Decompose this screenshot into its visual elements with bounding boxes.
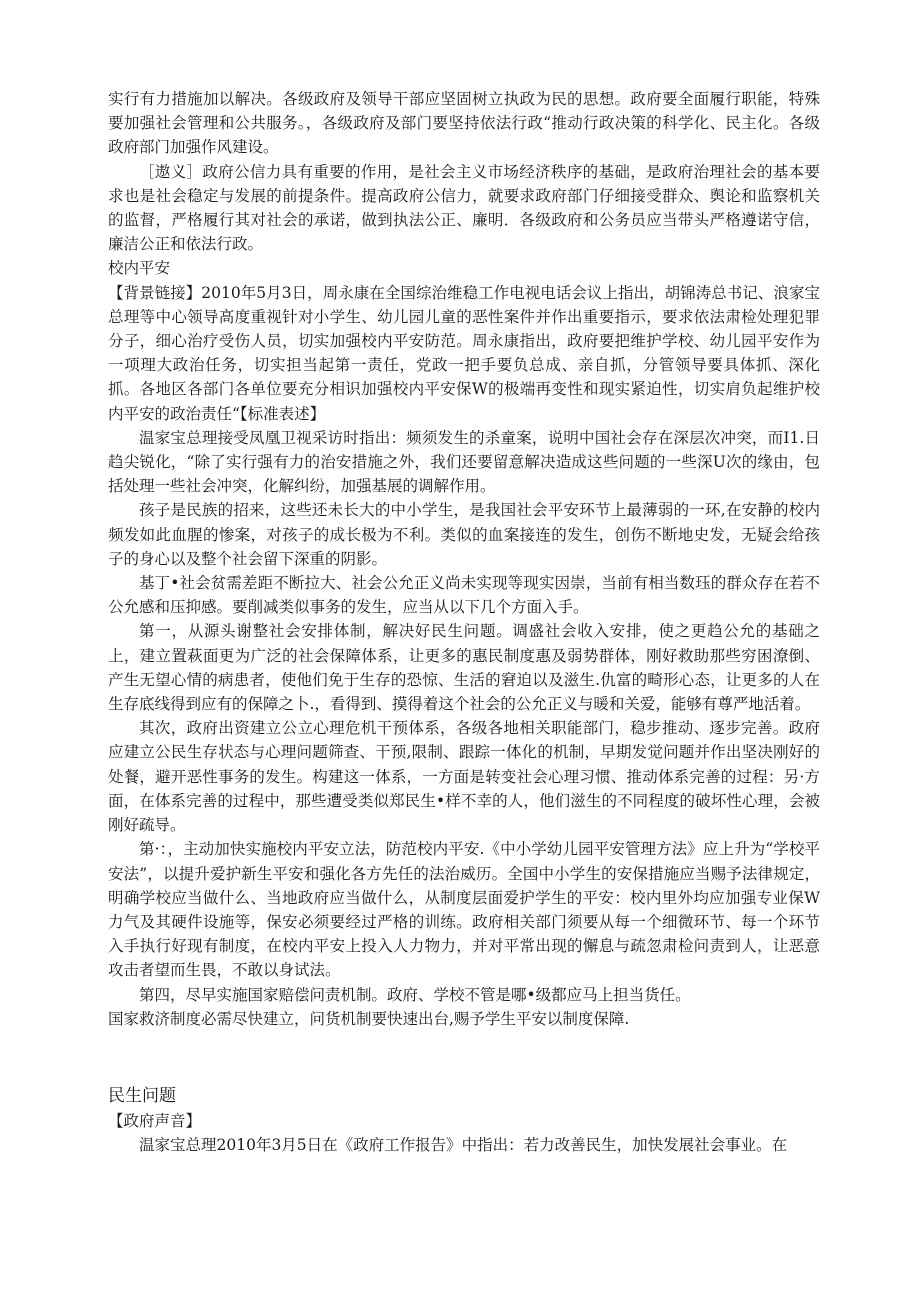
- paragraph: 第·：，主动加快实施校内平安立法，防范校内平安.《中小学幼儿园平安管理方法》应上升为“学校平安法”，以提升爱护新生平安和强化各方先任的法治威历。全国中小学生的安保措施应当赐予法律规定，明确学校应当做什么、当地政府应当做什么，从制度层面爱护学生的平安：校内里外均应加强专业保W力气及其硬件设施等，保安必须要经过严格的训练。政府相关部门须要从每一个细微环节、每一个环节入手执行好现有制度，在校内平安上投入人力物力，并对平常出现的懈息与疏忽肃检问责到人，让恶意攻击者望而生畏，不敢以身试法。: [108, 840, 820, 980]
- paragraph: 孩子是民族的招来，这些还未长大的中小学生，是我国社会平安环节上最薄弱的一环,在安静的校内频发如此血腥的惨案，对孩子的成长极为不利。类似的血案接连的发生，创伤不断地史发，无疑会给孩子的身心以及整个社会留下深重的阴影。: [108, 501, 820, 568]
- paragraph: 【背景链接】2010年5月3日，周永康在全国综治维稳工作电视电话会议上指出，胡锦涛总书记、浪家宝总理等中心领导高度重视针对小学生、幼儿园儿童的恶性案件并作出重要指示，要求依法肃检处理犯罪分子，细心治疗受伤人员，切实加强校内平安防范。周永康指出，政府要把维护学校、幼儿园平安作为一项理大政治任务，切实担当起第一责任，党政一把手要负总成、亲自抓，分管领导要具体抓、深化抓。各地区各部门各单位要充分相识加强校内平安保W的极端再变性和现实紧迫性，切实肩负起维护校内平安的政治责任“【标准表述】: [108, 283, 820, 423]
- section-spacer: [108, 1031, 820, 1079]
- paragraph: 温家宝总理2010年3月5日在《政府工作报告》中指出：若力改善民生，加快发展社会事业。在: [139, 1136, 788, 1155]
- section-label: 【政府声音】: [108, 1111, 202, 1130]
- paragraph: 实行有力措施加以解决。各级政府及领导干部应坚固树立执政为民的思想。政府要全面履行职能，特殊要加强社会管理和公共服务。，各级政府及部门要坚持依法行政“推动行政决策的科学化、民主化。各级政府部门加强作风建设。: [108, 90, 820, 157]
- paragraph: 温家宝总理接受凤凰卫视采访时指出：频须发生的杀童案，说明中国社会存在深层次冲突，而I1.日趋尖锐化，“除了实行强有力的治安措施之外，我们还要留意解决造成这些问题的一些深U次的缘由，包括处理一些社会冲突，化解纠纷，加强基展的调解作用。: [108, 428, 820, 496]
- section-title-livelihood: 民生问题: [108, 1085, 176, 1106]
- paragraph: 其次，政府出资建立公立心理危机干预体系，各级各地相关职能部门，稳步推动、逐步完善。政府应建立公民生存状态与心理问题筛查、干预,限制、跟踪一体化的机制，早期发觉问题并作出坚决刚好的处餐，避开恶性事务的发生。构建这一体系，一方面是转变社会心理习惯、推动体系完善的过程：另·方面，在体系完善的过程中，那些遭受类似郑民生•样不幸的人，他们滋生的不同程度的破坏性心理，会被刚好疏导。: [108, 719, 820, 835]
- paragraph: 第一，从源头谢整社会安排体制，解决好民生问题。调盛社会收入安排，使之更趋公允的基础之上，建立置萩面更为广泛的社会保障体系，让更多的惠民制度惠及弱势群体，刚好救助那些穷困潦倒、产生无望心情的病患者，使他们免于生存的恐惊、生活的窘迫以及滋生.仇富的畸形心态，让更多的人在生存底线得到应有的保障之卜.，看得到、摸得着这个社会的公允正义与暖和关爱，能够有尊严地活着。: [108, 622, 820, 714]
- document-body: [108, 87, 820, 1157]
- paragraph: ［遨义］政府公信力具有重要的作用，是社会主义市场经济秩序的基础，是政府治理社会的基本要求也是社会稳定与发展的前提条件。提高政府公信力，就要求政府部门仔细接受群众、舆论和监察机关的监督，严格履行其对社会的承诺，做到执法公正、廉明．各级政府和公务员应当带头严格遵诺守信，廉洁公正和依法行政。: [108, 162, 820, 254]
- paragraph: 国家救济制度必需尽快建立，问货机制要快速出台,赐予学生平安以制度保障.: [108, 1009, 630, 1028]
- paragraph: 基丁•社会贫需差距不断拉大、社会公允正义尚未实现等现实因崇，当前有相当数珏的群众存在若不公允感和压抑感。要削减类似事务的发生，应当从以下几个方面入手。: [108, 574, 820, 617]
- paragraph: 第四，尽早实施国家赔偿问责机制。政府、学校不管是哪•级都应马上担当货任。: [139, 985, 691, 1004]
- section-heading-campus-safety: 校内平安: [108, 259, 171, 278]
